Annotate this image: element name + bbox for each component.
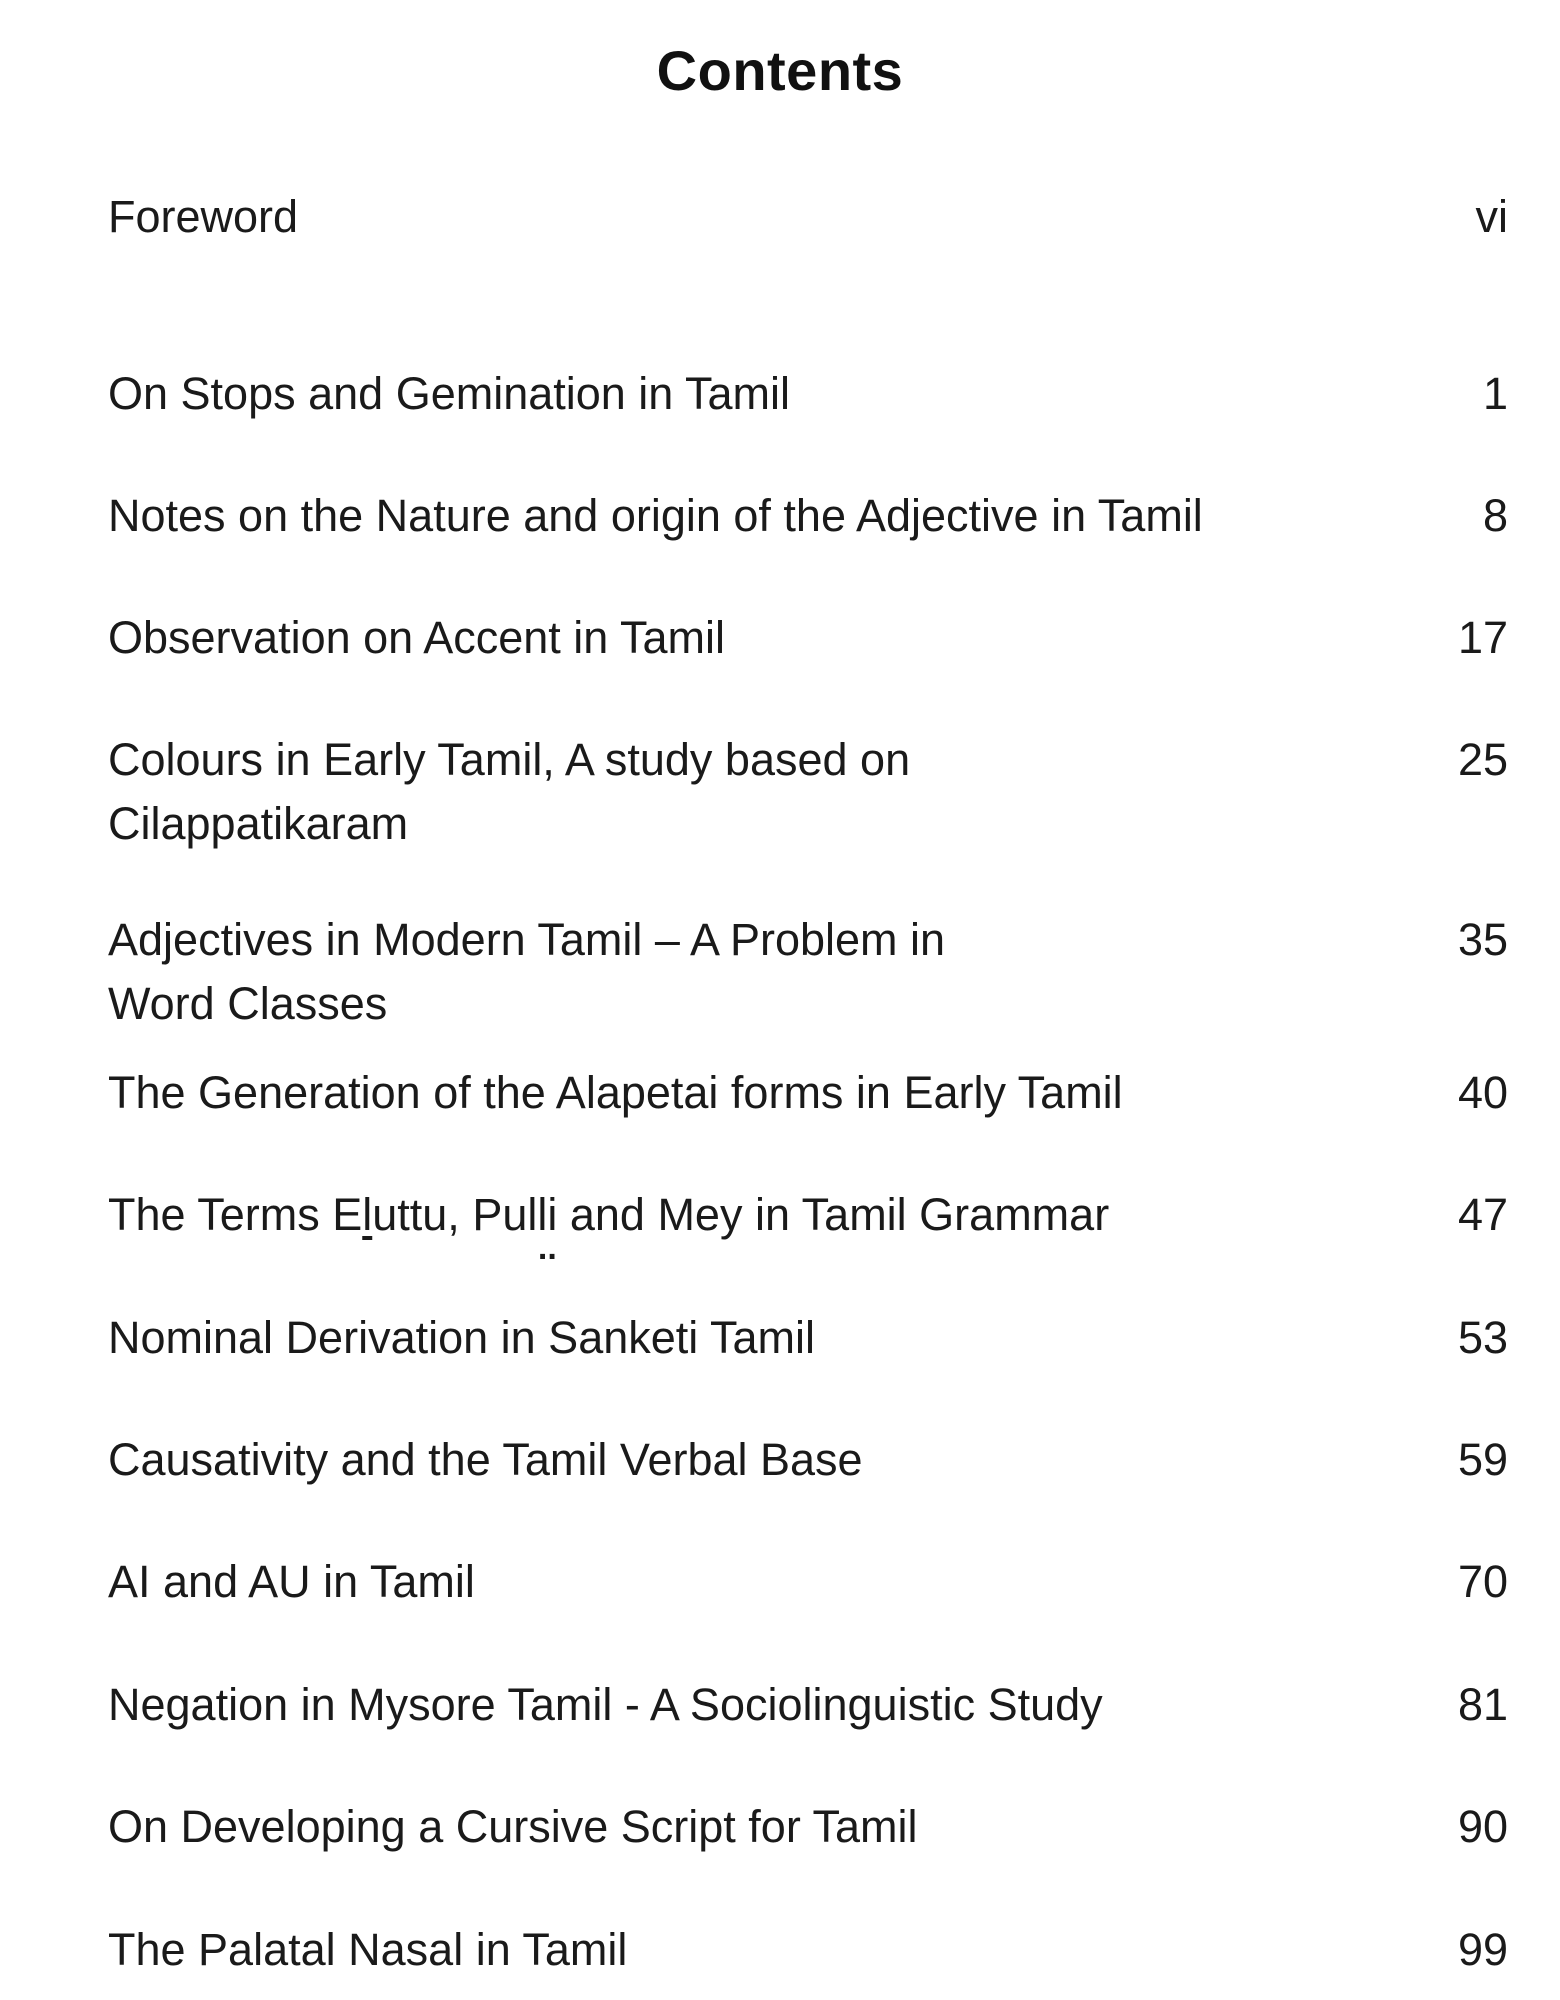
entry-page-number: vi — [1475, 191, 1508, 242]
page-title: Contents — [656, 39, 904, 102]
entry-title: On Developing a Cursive Script for Tamil — [108, 1801, 918, 1852]
entry-page-number: 25 — [1457, 734, 1508, 785]
entry-page-number: 70 — [1457, 1556, 1508, 1607]
entry-title: The Terms Eluttu, Pulli .. and Mey in Tamil Grammar — [108, 1183, 1308, 1247]
entry-page-number: 40 — [1457, 1067, 1508, 1118]
entry-page-number: 17 — [1457, 612, 1508, 663]
entry-page-number: 81 — [1457, 1679, 1508, 1730]
entry-title: Observation on Accent in Tamil — [108, 612, 725, 663]
entry-title: Nominal Derivation in Sanketi Tamil — [108, 1312, 815, 1363]
entry-page-number: 8 — [1482, 490, 1508, 541]
entry-title: Causativity and the Tamil Verbal Base — [108, 1434, 863, 1485]
entry-page-number: 99 — [1457, 1924, 1508, 1975]
entry-page-number: 90 — [1457, 1801, 1508, 1852]
entry-title: Adjectives in Modern Tamil – A Problem in Word Classes — [108, 914, 946, 1029]
entry-title: Negation in Mysore Tamil - A Sociolinguistic Study — [108, 1679, 1103, 1730]
entry-title: Foreword — [108, 191, 299, 242]
entry-page-number: 47 — [1457, 1189, 1508, 1240]
entry-title: Colours in Early Tamil, A study based on Cilappatikaram — [108, 734, 911, 849]
entry-title: AI and AU in Tamil — [108, 1556, 475, 1607]
entry-title: On Stops and Gemination in Tamil — [108, 368, 791, 419]
entry-title: The Generation of the Alapetai forms in Early Tamil — [108, 1067, 1123, 1118]
entry-page-number: 1 — [1482, 368, 1508, 419]
entry-title: The Palatal Nasal in Tamil — [108, 1924, 628, 1975]
entry-page-number: 53 — [1457, 1312, 1508, 1363]
entry-title: Notes on the Nature and origin of the Adjective in Tamil — [108, 490, 1203, 541]
entry-page-number: 59 — [1457, 1434, 1508, 1485]
entry-page-number: 35 — [1457, 914, 1508, 965]
